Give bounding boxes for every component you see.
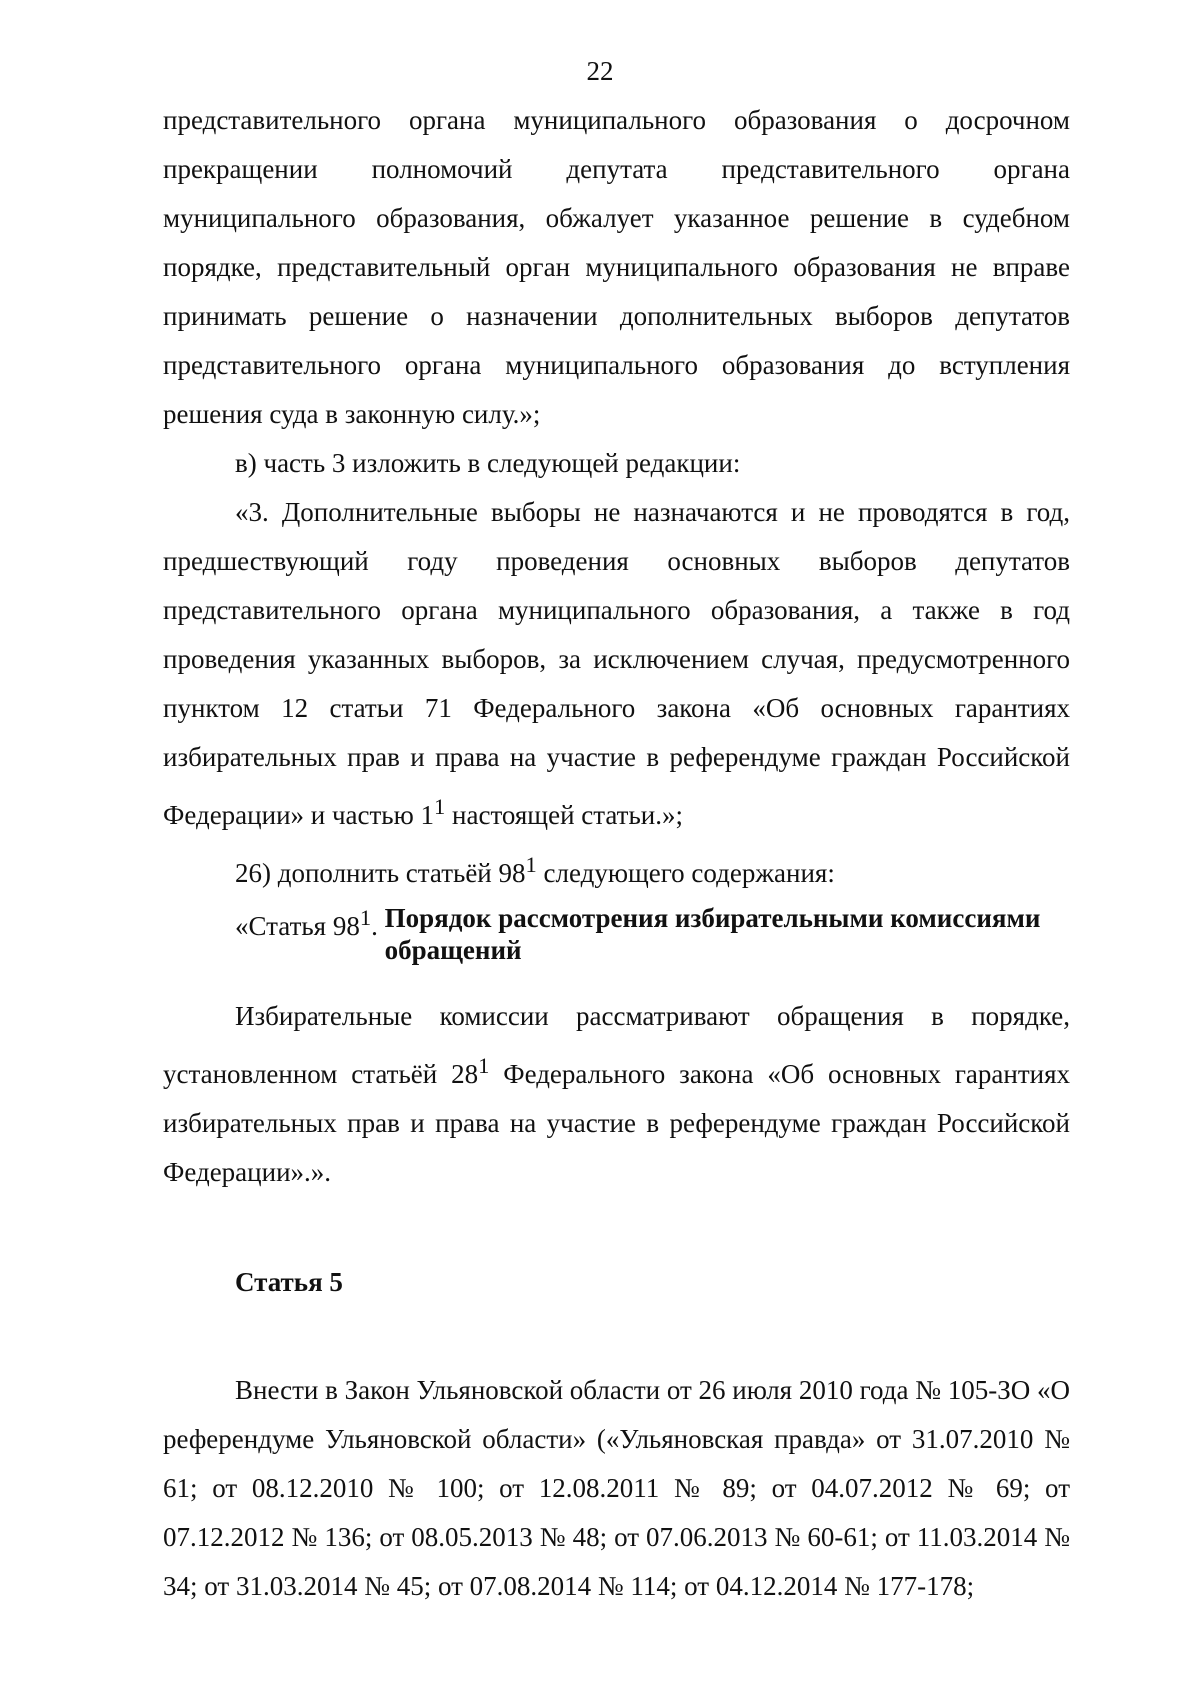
article-98-1-heading — [163, 902, 1070, 966]
article-prefix-text: «Статья 98 — [235, 911, 360, 941]
article-98-1-title — [385, 902, 1041, 966]
item-26-text-end: следующего содержания: — [536, 858, 835, 888]
article-title-line-2: обращений — [384, 935, 522, 965]
page-number: 22 — [586, 56, 614, 86]
article-title-line-1: Порядок рассмотрения избирательными комиссиями — [384, 903, 1041, 933]
paragraph-continuation: представительного органа муниципального образования о досрочном прекращении полномочий депутата представительного органа муниципального образования, обжалует указанное решение в судебном порядке, представительный орган муниципального образования не вправе принимать решение о назначении дополнительных выборов депутатов представительного органа муниципального образования до вступления решения суда в законную силу.»; — [163, 105, 1070, 429]
article-prefix-sup: 1 — [359, 905, 372, 930]
item-26-sup: 1 — [525, 852, 537, 877]
part-3-sup: 1 — [434, 794, 446, 819]
article-body-sup: 1 — [478, 1053, 490, 1078]
paragraph-article-5: Внести в Закон Ульяновской области от 26 июля 2010 года № 105-ЗО «О референдуме Ульяновской области» («Ульяновская правда» от 31.07.2010 № 61; от 08.12.2010 № 100; от 12.08.2011 № 89; от 04.07.2012 № 69; от 07.12.2012 № 136; от 08.05.2013 № 48; от 07.06.2013 № 60-61; от 11.03.2014 № 34; от 31.03.2014 № 45; от 07.08.2014 № 114; от 04.12.2014 № 177-178; — [163, 1375, 1070, 1601]
paragraph-part-3 — [163, 488, 1070, 840]
paragraph-article-98-1-body — [163, 992, 1070, 1197]
paragraph-item-26 — [163, 840, 1070, 898]
section-heading-article-5: Статья 5 — [235, 1267, 343, 1297]
part-3-text-end: настоящей статьи.»; — [445, 800, 683, 830]
document-body — [163, 96, 1070, 1611]
item-26-text: 26) дополнить статьёй 98 — [235, 858, 526, 888]
article-body-text: Избирательные комиссии рассматривают обращения в порядке, установленном статьёй 28 — [163, 1001, 1070, 1089]
paragraph-amendment-v: в) часть 3 изложить в следующей редакции: — [235, 448, 741, 478]
article-body-text-end: Федерального закона «Об основных гарантиях избирательных прав и права на участие в референдуме граждан Российской Федерации».». — [163, 1059, 1070, 1187]
part-3-text: «3. Дополнительные выборы не назначаются и не проводятся в год, предшествующий году проведения основных выборов депутатов представительного органа муниципального образования, а также в год проведения указанных выборов, за исключением случая, предусмотренного пунктом 12 статьи 71 Федерального закона «Об основных гарантиях избирательных прав и права на участие в референдуме граждан Российской Федерации» и частью 1 — [163, 497, 1070, 830]
article-98-1-prefix — [163, 902, 385, 966]
article-prefix-dot: . — [371, 911, 378, 941]
